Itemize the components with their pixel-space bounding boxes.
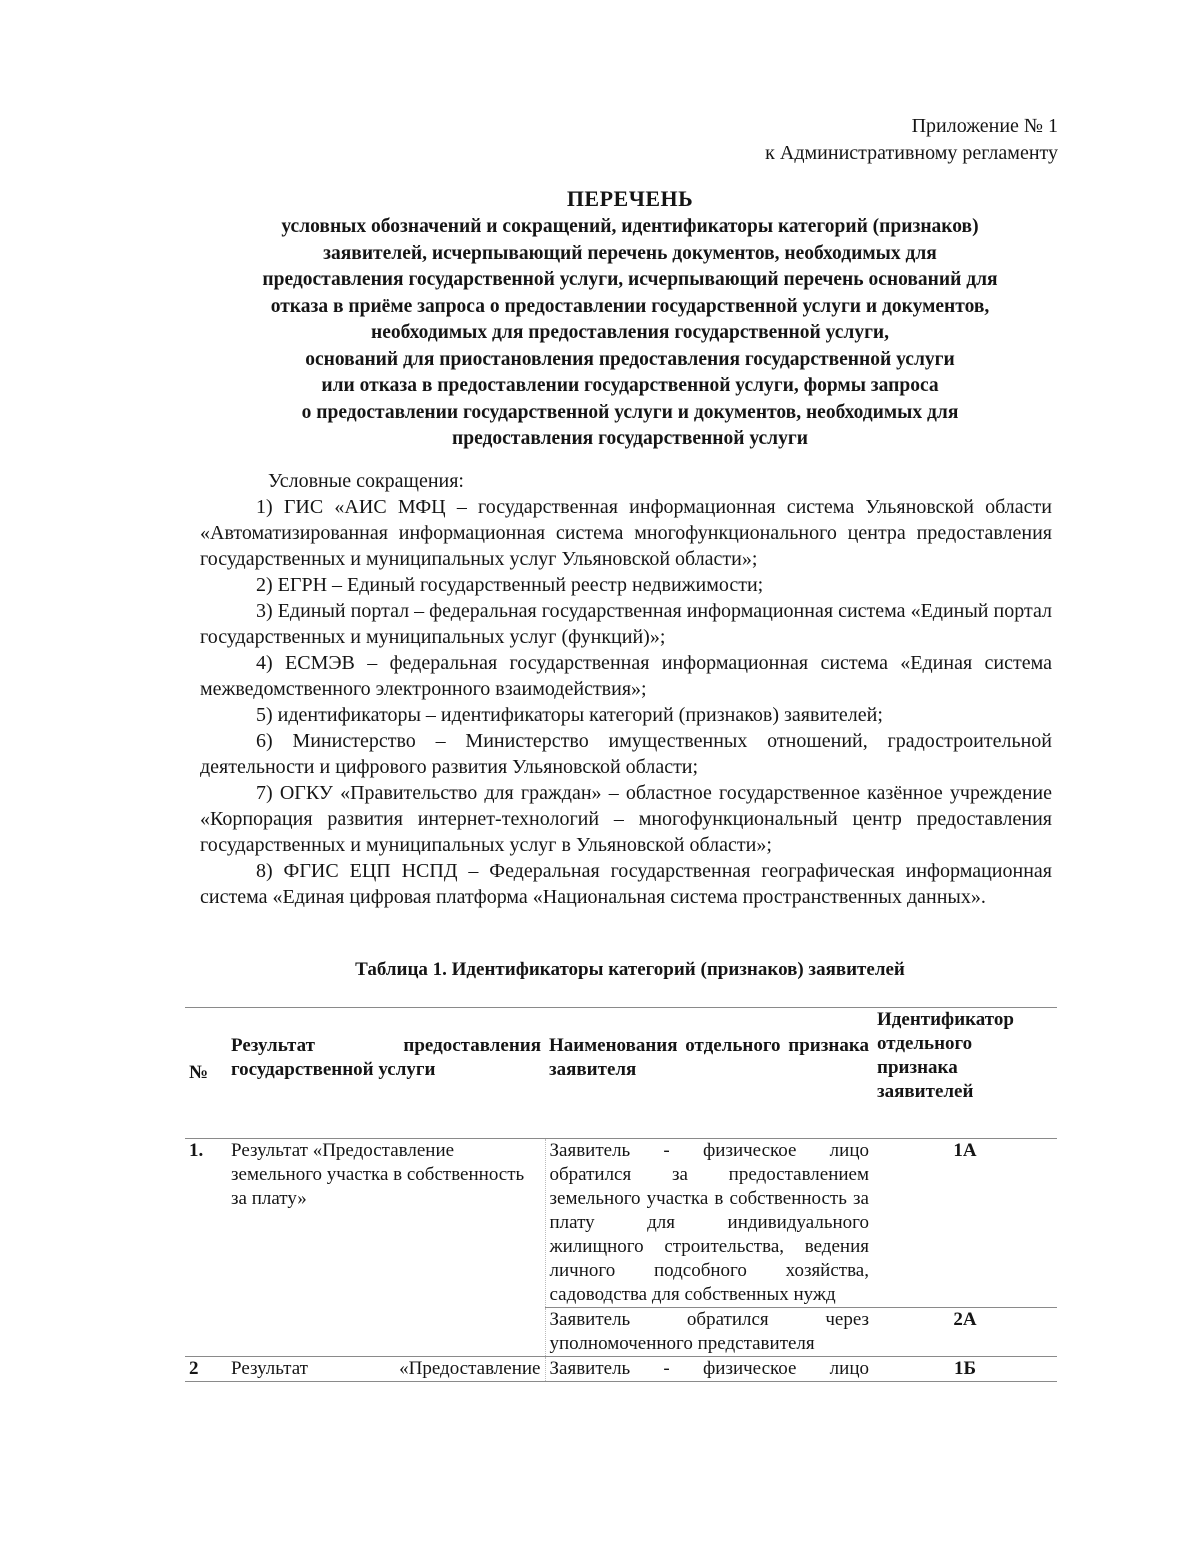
title-line: условных обозначений и сокращений, идентификаторы категорий (признаков): [281, 216, 979, 237]
row-identifier: 1Б: [873, 1357, 1057, 1382]
title-line: оснований для приостановления предоставления государственной услуги: [305, 348, 955, 370]
row-identifier: 1А: [953, 1140, 977, 1161]
row-result: Результат «Предоставление земельного участка в собственность за плату»: [231, 1140, 525, 1209]
title-subtitle: [150, 214, 1110, 453]
abbreviation-item: 4) ЕСМЭВ – федеральная государственная информационная система «Единая система межведомственного электронного взаимодействия»;: [200, 652, 1052, 700]
header-result: Результат предоставления государственной услуги: [227, 1008, 545, 1139]
title-line: о предоставлении государственной услуги и документов, необходимых для: [301, 401, 959, 423]
appendix-note: [765, 113, 1058, 167]
abbreviation-item: 7) ОГКУ «Правительство для граждан» – областное государственное казённое учреждение «Корпорация развития интернет-технологий – многофункциональный центр предоставления государственных и муниципальных услуг в Ульяновской области»;: [200, 782, 1052, 856]
title-line: предоставления государственной услуги, исчерпывающий перечень оснований для: [262, 269, 998, 290]
abbreviation-item: 6) Министерство – Министерство имущественных отношений, градостроительной деятельности и цифрового развития Ульяновской области;: [200, 730, 1052, 778]
row-result: [227, 1308, 545, 1357]
row-number: [185, 1308, 227, 1357]
table-row: [185, 1308, 1057, 1357]
appendix-reference: к Административному регламенту: [765, 142, 1058, 164]
title-line: заявителей, исчерпывающий перечень документов, необходимых для: [323, 242, 937, 264]
abbreviations-section: [200, 468, 1052, 910]
abbreviations-heading: Условные сокращения:: [268, 470, 464, 492]
abbreviation-item: 3) Единый портал – федеральная государственная информационная система «Единый портал государственных и муниципальных услуг (функций)»;: [200, 600, 1052, 648]
title-line: или отказа в предоставлении государственной услуги, формы запроса: [321, 375, 939, 396]
header-sign-name: Наименования отдельного признака заявителя: [545, 1008, 873, 1139]
appendix-number: Приложение № 1: [911, 115, 1058, 137]
title-main: ПЕРЕЧЕНЬ: [566, 186, 694, 211]
table-row: [185, 1139, 1057, 1308]
row-number: 2: [185, 1357, 227, 1382]
title-line: отказа в приёме запроса о предоставлении государственной услуги и документов,: [270, 295, 990, 317]
row-number: 1.: [189, 1140, 204, 1161]
abbreviation-item: 8) ФГИС ЕЦП НСПД – Федеральная государственная географическая информационная система «Единая цифровая платформа «Национальная система пространственных данных».: [200, 860, 1052, 908]
abbreviation-item: 1) ГИС «АИС МФЦ – государственная информационная система Ульяновской области «Автоматизированная информационная система многофункционального центра предоставления государственных и муниципальных услуг Ульяновской области»;: [200, 496, 1052, 570]
abbreviation-item: 5) идентификаторы – идентификаторы категорий (признаков) заявителей;: [256, 704, 883, 726]
row-sign: Заявитель - физическое лицо: [545, 1357, 873, 1382]
row-identifier: 2А: [873, 1308, 1057, 1357]
row-result: Результат «Предоставление: [227, 1357, 545, 1382]
title-line: предоставления государственной услуги: [452, 428, 808, 449]
header-number: №: [185, 1008, 227, 1139]
table-header-row: [185, 1008, 1057, 1139]
applicant-categories-table: [185, 1007, 1057, 1382]
abbreviation-item: 2) ЕГРН – Единый государственный реестр недвижимости;: [256, 574, 764, 596]
header-identifier: Идентификатор отдельного признака заявителей: [873, 1008, 1057, 1139]
document-title: [150, 184, 1110, 453]
table-row: [185, 1357, 1057, 1382]
table-caption: Таблица 1. Идентификаторы категорий (признаков) заявителей: [355, 959, 905, 980]
row-sign: Заявитель - физическое лицо обратился за предоставлением земельного участка в собственность за плату для индивидуального жилищного строительства, ведения личного подсобного хозяйства, садоводства для собственных нужд: [545, 1139, 873, 1308]
title-line: необходимых для предоставления государственной услуги,: [370, 322, 890, 343]
row-sign: Заявитель обратился через уполномоченного представителя: [545, 1308, 873, 1357]
